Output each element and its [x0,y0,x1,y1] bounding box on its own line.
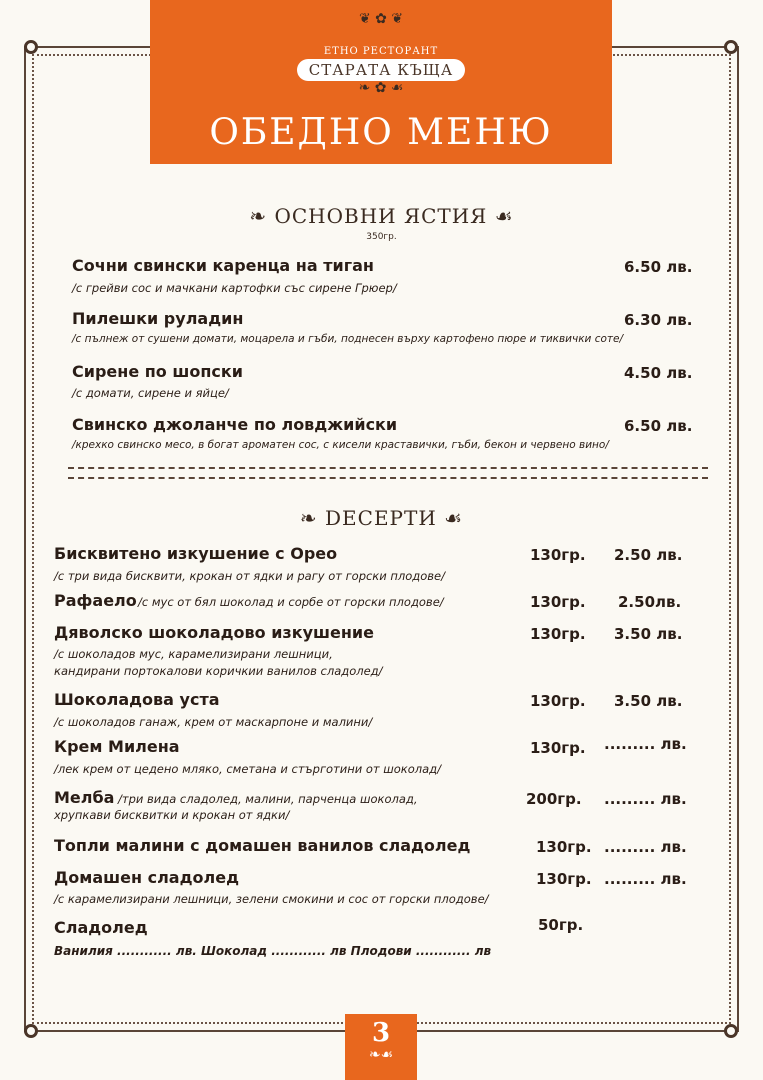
menu-item-desc: /с грейви сос и мачкани картофки със сирене Грюер/ [72,281,397,295]
dessert-weight: 200гр. [526,790,582,808]
swirl-ornament-icon: ❧☙ [368,1047,394,1063]
menu-item-name: Свинско джоланче по ловджийски [72,415,398,434]
dessert-weight: 50гр. [538,916,584,934]
section-title-desserts: ❧ DЕСЕРТИ ☙ [299,506,464,530]
dessert-desc: /с шоколадов ганаж, крем от маскарпоне и малини/ [54,715,373,729]
dessert-price: ......... лв. [604,870,687,888]
page-number-badge [345,1014,417,1080]
dessert-price: 2.50лв. [618,593,682,611]
page-number: 3 [371,1018,391,1048]
dessert-name: Рафаело [54,591,137,610]
menu-item-name: Сочни свински каренца на тиган [72,256,374,275]
dessert-desc: /с шоколадов мус, карамелизирани лешници, [54,647,333,661]
corner-ornament-icon [24,40,38,54]
page-title: ОБЕДНО МЕНЮ [209,112,553,153]
dessert-weight: 130гр. [530,739,586,757]
dessert-desc: /три вида сладолед, малини, парченца шоколад, [118,792,418,806]
corner-ornament-icon [724,1024,738,1038]
dessert-name: Дяволско шоколадово изкушение [54,623,374,642]
dessert-name: Мелба [54,788,115,807]
dessert-weight: 130гр. [530,625,586,643]
menu-item-name: Сирене по шопски [72,362,243,381]
dessert-name: Бисквитено изкушение с Орео [54,544,338,563]
logo-subtitle: ЕТНО РЕСТОРАНТ [323,46,439,57]
menu-item-price: 6.50 лв. [624,258,693,276]
menu-item-desc: /крехко свинско месо, в богат ароматен сос, с кисели краставички, гъби, бекон и червено вино/ [72,439,609,451]
dessert-weight: 130гр. [530,546,586,564]
dessert-name: Шоколадова уста [54,690,220,709]
dessert-desc: /с три вида бисквити, крокан от ядки и рагу от горски плодове/ [54,569,446,583]
dessert-price: ......... лв. [604,838,687,856]
ice-cream-flavors: Ванилия ............ лв. Шоколад ............ лв Плодови ............ лв [54,944,492,958]
dessert-weight: 130гр. [536,870,592,888]
swirl-ornament-icon: ❧ [299,506,326,530]
restaurant-logo [205,12,557,104]
menu-item-price: 4.50 лв. [624,364,693,382]
swirl-ornament-icon: ❧ [249,204,275,228]
menu-item-name: Пилешки руладин [72,309,244,328]
dessert-name: Домашен сладолед [54,868,239,887]
section-title-mains: ❧ ОСНОВНИ ЯСТИЯ ☙ [249,204,514,228]
menu-item-desc: /с пълнеж от сушени домати, моцарела и гъби, поднесен върху картофено пюре и тиквички соте/ [72,333,624,345]
dessert-name: Топли малини с домашен ванилов сладолед [54,836,471,855]
header-banner [150,0,612,164]
dessert-weight: 130гр. [530,593,586,611]
swirl-ornament-icon: ☙ [436,506,464,530]
dessert-desc: /с мус от бял шоколад и сорбе от горски плодове/ [138,595,444,609]
dessert-price: 2.50 лв. [614,546,683,564]
divider [68,477,708,479]
logo-name: СТАРАТА КЪЩА [297,59,465,81]
dessert-price: 3.50 лв. [614,692,683,710]
dessert-price: ......... лв. [604,790,687,808]
swirl-ornament-icon: ❧ ✿ ☙ [358,80,404,96]
dessert-desc: кандирани портокалови коричкии ванилов сладолед/ [54,664,383,678]
swirl-ornament-icon: ❦ ✿ ❦ [358,11,404,27]
dessert-name: Сладолед [54,918,148,937]
dessert-desc: /с карамелизирани лешници, зелени смокини и сос от горски плодове/ [54,892,489,906]
divider [68,467,708,469]
menu-item-price: 6.50 лв. [624,417,693,435]
dessert-weight: 130гр. [536,838,592,856]
dessert-price: 3.50 лв. [614,625,683,643]
menu-item-price: 6.30 лв. [624,311,693,329]
dessert-desc: /лек крем от цедено мляко, сметана и стърготини от шоколад/ [54,762,441,776]
swirl-ornament-icon: ☙ [487,204,514,228]
dessert-name: Крем Милена [54,737,180,756]
corner-ornament-icon [24,1024,38,1038]
menu-item-desc: /с домати, сирене и яйце/ [72,386,229,400]
dessert-price: ......... лв. [604,735,687,753]
mains-weight: 350гр. [366,232,397,242]
dessert-desc: хрупкави бисквитки и крокан от ядки/ [54,808,290,822]
dessert-weight: 130гр. [530,692,586,710]
corner-ornament-icon [724,40,738,54]
